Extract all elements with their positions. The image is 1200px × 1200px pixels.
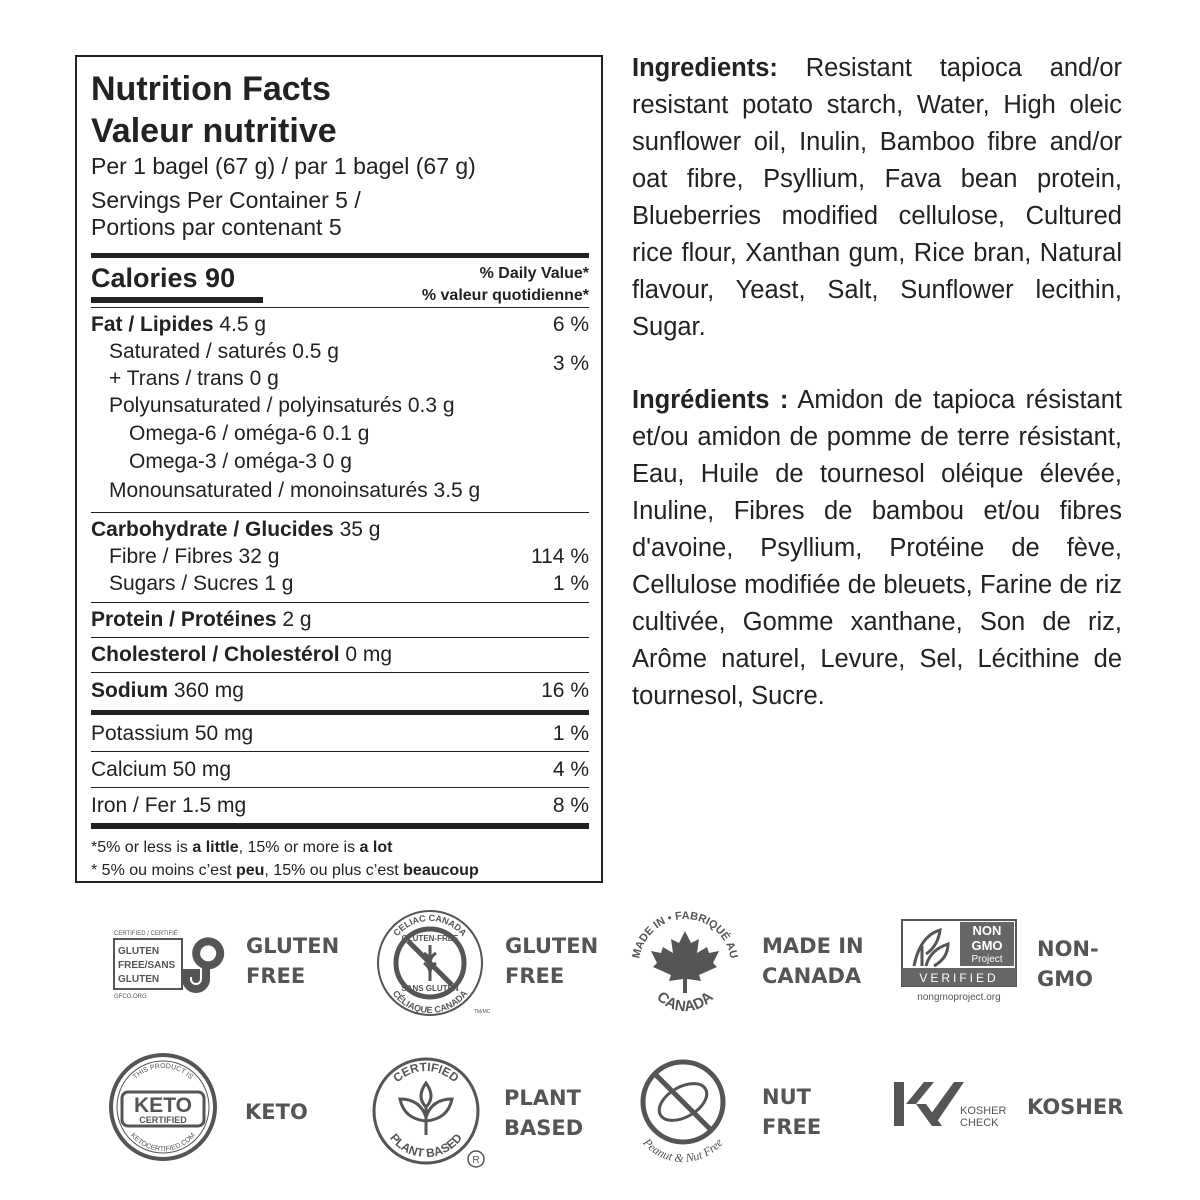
badge-plant-based <box>368 1055 598 1170</box>
keto-certified-icon <box>108 1052 218 1162</box>
serving-size: Per 1 bagel (67 g) / par 1 bagel (67 g) <box>91 153 476 179</box>
svg-text:Peanut & Nut Free: Peanut & Nut Free <box>640 1135 726 1166</box>
maple-leaf-icon <box>625 903 745 1023</box>
calcium-dv: 4 % <box>552 758 589 781</box>
rule <box>91 787 589 788</box>
rule <box>91 751 589 752</box>
footnote-en <box>91 838 589 858</box>
svg-text:GLUTEN-FREE: GLUTEN-FREE <box>401 934 459 943</box>
rule <box>91 637 589 638</box>
badge-gfco-gluten-free <box>110 925 350 1005</box>
badge-label: GLUTEN FREE <box>246 934 340 988</box>
sat-trans-dv: 3 % <box>552 352 589 375</box>
carb-label: Carbohydrate / Glucides <box>91 518 334 541</box>
badge-label: KETO <box>245 1100 308 1124</box>
badge-celiac-canada <box>370 905 620 1025</box>
badge-non-gmo <box>900 918 1110 1008</box>
svg-text:FREE/SANS: FREE/SANS <box>118 960 176 971</box>
footnote-bold: a lot <box>359 839 393 856</box>
svg-text:GLUTEN: GLUTEN <box>118 946 160 957</box>
cholesterol-row <box>91 642 589 668</box>
calories-label: Calories 90 <box>91 263 236 293</box>
omega6-row: Omega-6 / oméga-6 0.1 g <box>129 422 370 445</box>
servings-line-2: Portions par contenant 5 <box>91 214 342 240</box>
badge-label: NON- GMO <box>1037 937 1099 991</box>
svg-text:KOSHER: KOSHER <box>960 1105 1007 1117</box>
thick-rule <box>91 710 589 715</box>
svg-text:GMO: GMO <box>971 938 1003 953</box>
svg-text:PLANT BASED: PLANT BASED <box>387 1130 465 1161</box>
fibre-dv: 114 % <box>531 545 589 568</box>
non-gmo-project-icon <box>900 918 1020 1008</box>
dv-header-en: % Daily Value* <box>479 265 589 282</box>
nutrition-title-en: Nutrition Facts <box>91 70 331 108</box>
fat-dv: 6 % <box>552 313 589 336</box>
nut-free-icon <box>625 1050 750 1170</box>
celiac-canada-icon <box>370 905 490 1020</box>
svg-text:THIS PRODUCT IS: THIS PRODUCT IS <box>132 1062 194 1081</box>
svg-text:CÉLIAQUE CANADA: CÉLIAQUE CANADA <box>390 988 470 1016</box>
svg-text:Project: Project <box>971 954 1003 965</box>
sugars-row <box>91 571 589 597</box>
potassium-dv: 1 % <box>552 722 589 745</box>
sodium-label: Sodium <box>91 679 168 702</box>
svg-text:KETO: KETO <box>134 1094 192 1117</box>
footnote-text: , 15% or more is <box>238 839 360 856</box>
thick-rule <box>91 823 589 829</box>
potassium-label: Potassium 50 mg <box>91 722 254 745</box>
ingredients-fr-text: Amidon de tapioca résistant et/ou amidon de pomme de terre résistant, Eau, Huile de tournesol oléique élevée, Inuline, Fibres de bambou et/ou fibres d'avoine, Psyllium, Protéine de fève, Cellulose modifiée de bleuets, Farine de riz cultivée, Gomme xanthane, Son de riz, Arôme naturel, Levure, Sel, Lécithine de tournesol, Sucre. <box>632 386 1122 710</box>
ingredients-fr <box>632 382 1122 715</box>
footnote-text: *5% or less is <box>91 839 193 856</box>
calcium-row <box>91 757 589 783</box>
kosher-check-icon <box>890 1078 1015 1138</box>
iron-row <box>91 793 589 819</box>
footnote-text: * 5% ou moins c’est <box>91 862 236 879</box>
carb-amount: 35 g <box>339 518 381 541</box>
badge-label: KOSHER <box>1027 1095 1124 1119</box>
badge-kosher <box>890 1078 1124 1138</box>
svg-text:CANADA: CANADA <box>653 988 717 1016</box>
badge-label: NUT FREE <box>762 1085 822 1139</box>
ingredients-en-text: Resistant tapioca and/or resistant potato starch, Water, High oleic sunflower oil, Inulin, Bamboo fibre and/or oat fibre, Psyllium, Fava bean protein, Blueberries modified cellulose, Cultured rice flour, Xanthan gum, Rice bran, Natural flavour, Yeast, Salt, Sunflower lecithin, Sugar. <box>632 54 1122 341</box>
badge-label: PLANT BASED <box>504 1086 584 1140</box>
sugars-label: Sugars / Sucres 1 g <box>109 572 294 595</box>
rule <box>91 307 589 308</box>
svg-text:CERTIFIED: CERTIFIED <box>139 1115 187 1125</box>
nutrition-facts-panel <box>75 55 603 883</box>
iron-label: Iron / Fer 1.5 mg <box>91 794 247 817</box>
saturated-row: Saturated / saturés 0.5 g <box>109 340 339 363</box>
svg-text:MADE IN • FABRIQUÉ AU: MADE IN • FABRIQUÉ AU <box>630 909 740 960</box>
fat-label: Fat / Lipides <box>91 313 214 336</box>
svg-text:VERIFIED: VERIFIED <box>919 971 999 985</box>
svg-text:nongmoproject.org: nongmoproject.org <box>917 992 1001 1003</box>
fibre-label: Fibre / Fibres 32 g <box>109 545 280 568</box>
rule <box>91 602 589 603</box>
calories-underline <box>91 297 263 303</box>
footnote-text: , 15% ou plus c’est <box>264 862 404 879</box>
ingredients-en <box>632 50 1122 346</box>
svg-text:GLUTEN: GLUTEN <box>118 974 160 985</box>
badge-nut-free <box>625 1050 845 1170</box>
svg-text:SANS GLUTEN: SANS GLUTEN <box>401 984 459 993</box>
footnote-fr <box>91 861 589 881</box>
plant-based-icon <box>368 1055 488 1170</box>
rule <box>91 512 589 513</box>
cholesterol-label: Cholesterol / Cholestérol <box>91 643 340 666</box>
footnote-bold: a little <box>192 839 239 856</box>
svg-text:CERTIFIED / CERTIFIÉ: CERTIFIED / CERTIFIÉ <box>114 931 178 937</box>
badge-label: GLUTEN FREE <box>505 934 599 988</box>
protein-label: Protein / Protéines <box>91 608 277 631</box>
carb-row <box>91 517 589 543</box>
dv-header-fr: % valeur quotidienne* <box>421 287 589 304</box>
protein-row <box>91 607 589 633</box>
trans-label: + Trans / trans 0 g <box>109 367 279 390</box>
poly-row: Polyunsaturated / polyinsaturés 0.3 g <box>109 394 455 417</box>
calcium-label: Calcium 50 mg <box>91 758 232 781</box>
svg-text:CHECK: CHECK <box>960 1117 999 1129</box>
iron-dv: 8 % <box>552 794 589 817</box>
svg-text:TM/MC: TM/MC <box>474 1009 490 1015</box>
ingredients-fr-label: Ingrédients : <box>632 386 789 414</box>
daily-value-header <box>422 263 589 307</box>
gfco-gluten-free-icon <box>110 925 230 1005</box>
nutrition-title-fr: Valeur nutritive <box>91 112 337 150</box>
svg-text:KETOCERTIFIED.COM: KETOCERTIFIED.COM <box>129 1132 197 1154</box>
thick-rule <box>91 253 589 258</box>
sugars-dv: 1 % <box>552 572 589 595</box>
fat-row <box>91 312 589 338</box>
sodium-row <box>91 678 589 704</box>
svg-text:GFCO.ORG: GFCO.ORG <box>114 994 147 1000</box>
mono-row: Monounsaturated / monoinsaturés 3.5 g <box>109 479 481 502</box>
protein-amount: 2 g <box>282 608 312 631</box>
ingredients-en-label: Ingredients: <box>632 54 778 82</box>
footnote-bold: peu <box>235 862 265 879</box>
svg-text:CERTIFIED: CERTIFIED <box>390 1059 462 1086</box>
omega3-row: Omega-3 / oméga-3 0 g <box>129 450 352 473</box>
cholesterol-amount: 0 mg <box>345 643 393 666</box>
servings-line-1: Servings Per Container 5 / <box>91 187 361 213</box>
rule <box>91 672 589 673</box>
badge-label: MADE IN CANADA <box>762 934 864 988</box>
badge-keto <box>108 1052 318 1162</box>
svg-text:NON: NON <box>972 923 1002 938</box>
trans-row <box>91 366 589 392</box>
potassium-row <box>91 721 589 747</box>
sodium-dv: 16 % <box>541 679 589 702</box>
badge-made-in-canada <box>625 903 885 1023</box>
fat-amount: 4.5 g <box>219 313 267 336</box>
fibre-row <box>91 544 589 570</box>
svg-text:R: R <box>472 1155 480 1166</box>
footnote-bold: beaucoup <box>403 862 479 879</box>
sodium-amount: 360 mg <box>173 679 244 702</box>
svg-text:CELIAC CANADA: CELIAC CANADA <box>391 912 469 939</box>
